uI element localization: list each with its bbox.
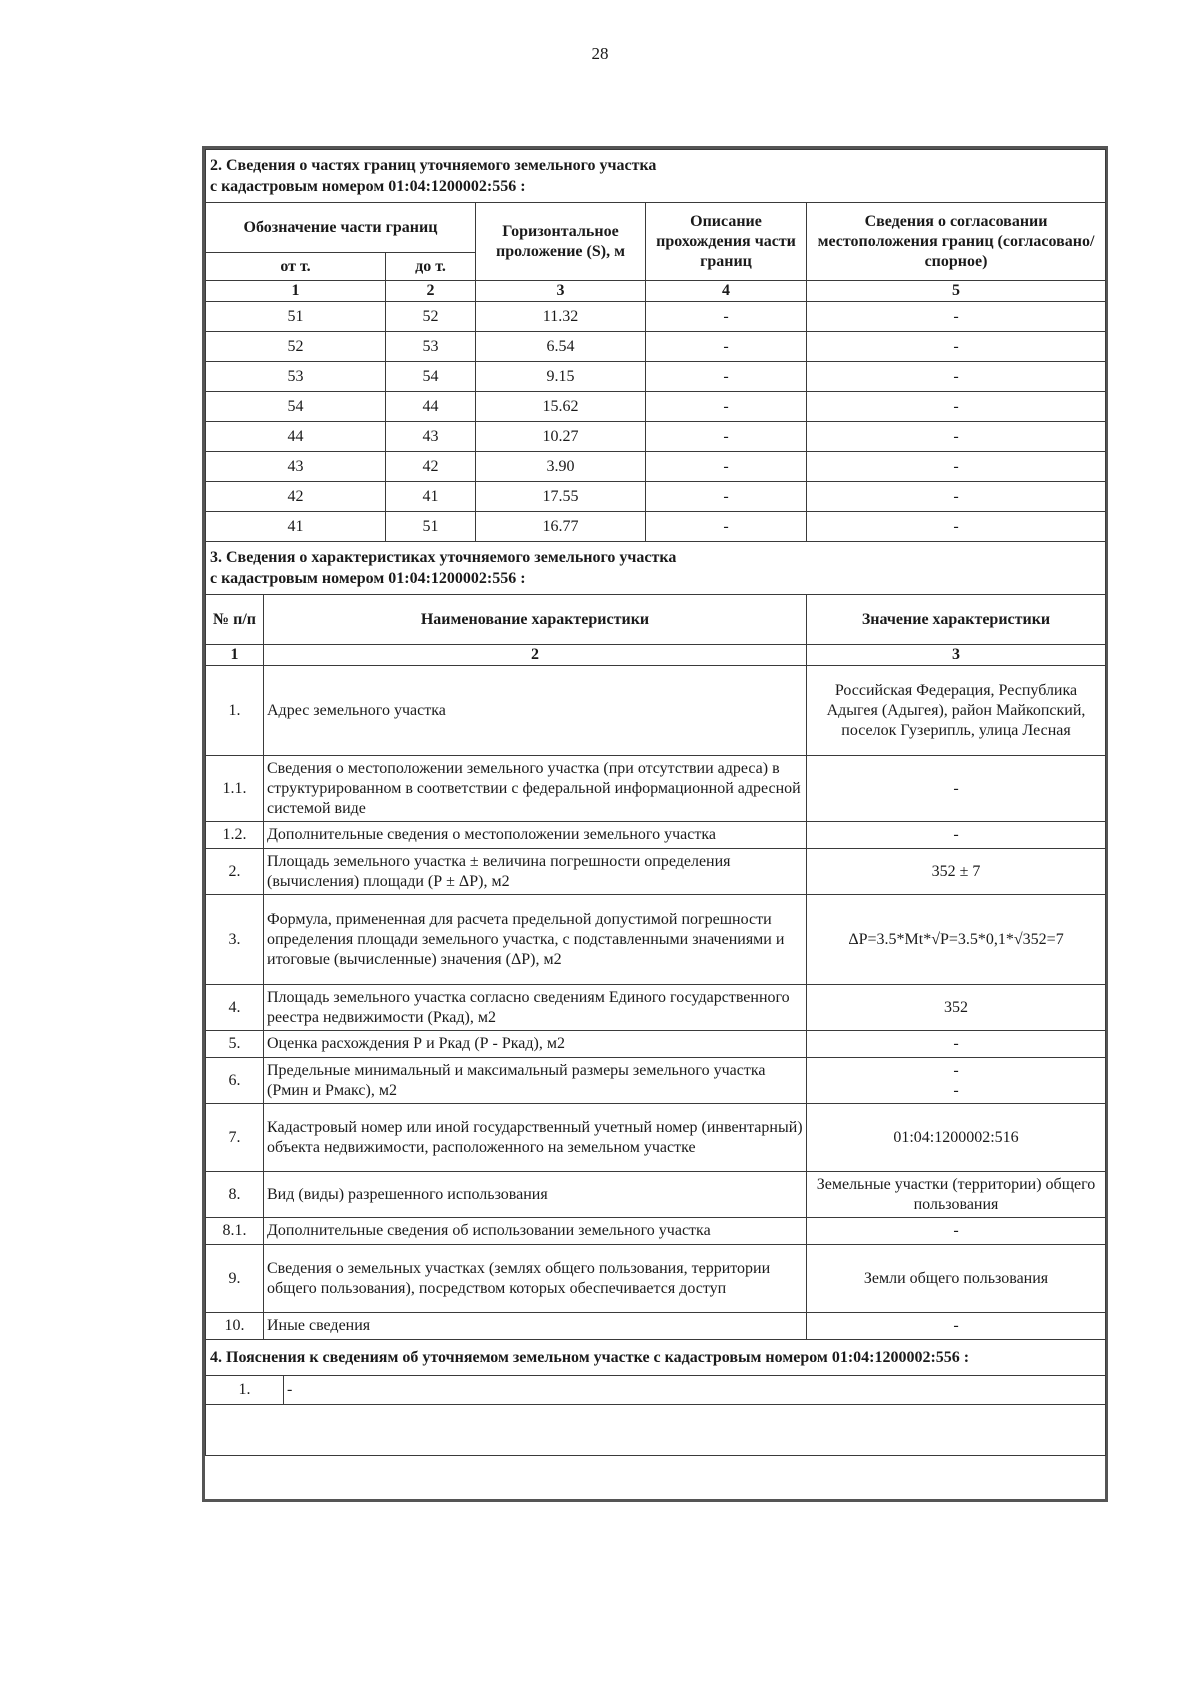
cell-agreement: -: [807, 302, 1106, 332]
table-row: [206, 482, 1106, 512]
cell-length: 11.32: [476, 302, 646, 332]
row-number: 4.: [206, 985, 264, 1031]
description-header: Описание прохождения части границ: [646, 203, 807, 281]
table-row: [206, 1104, 1106, 1172]
row-number: 1.: [206, 666, 264, 756]
characteristic-value: -: [807, 1218, 1106, 1245]
table-row: [206, 362, 1106, 392]
row-number: 3.: [206, 895, 264, 985]
table-row: [206, 666, 1106, 756]
empty-cell: [206, 1405, 1106, 1456]
table-row: [206, 1172, 1106, 1218]
section-3-title-line1: 3. Сведения о характеристиках уточняемого земельного участка: [210, 549, 677, 566]
col-number: 1: [206, 645, 264, 666]
characteristic-value: Российская Федерация, Республика Адыгея (Адыгея), район Майкопский, поселок Гузерипль, улица Лесная: [807, 666, 1106, 756]
table-row: [206, 392, 1106, 422]
cell-from: 44: [206, 422, 386, 452]
cell-length: 6.54: [476, 332, 646, 362]
table-row: [206, 849, 1106, 895]
characteristic-name: Адрес земельного участка: [264, 666, 807, 756]
section-2-title: [206, 150, 1106, 203]
cell-description: -: [646, 422, 807, 452]
table-row: [206, 895, 1106, 985]
table-row: [206, 1245, 1106, 1313]
row-number: 10.: [206, 1313, 264, 1340]
characteristic-value: -: [807, 1031, 1106, 1058]
cell-from: 41: [206, 512, 386, 542]
table-row: [206, 452, 1106, 482]
characteristic-value: Земельные участки (территории) общего пользования: [807, 1172, 1106, 1218]
table-row: [206, 512, 1106, 542]
section-2-title-line1: 2. Сведения о частях границ уточняемого земельного участка: [210, 157, 657, 174]
row-number: 5.: [206, 1031, 264, 1058]
characteristic-name: Сведения о земельных участках (землях общего пользования, территории общего пользования), посредством которых обеспечивается доступ: [264, 1245, 807, 1313]
table-row: [206, 822, 1106, 849]
cell-to: 53: [386, 332, 476, 362]
cell-length: 10.27: [476, 422, 646, 452]
row-number: 8.1.: [206, 1218, 264, 1245]
section-2-title-line2: с кадастровым номером 01:04:1200002:556 :: [210, 178, 526, 195]
characteristic-name: Площадь земельного участка ± величина погрешности определения (вычисления) площади (Р ± ΔР), м2: [264, 849, 807, 895]
cell-length: 17.55: [476, 482, 646, 512]
characteristic-name: Предельные минимальный и максимальный размеры земельного участка (Рмин и Рмакс), м2: [264, 1058, 807, 1104]
cell-length: 9.15: [476, 362, 646, 392]
cell-from: 51: [206, 302, 386, 332]
row-number: 1.2.: [206, 822, 264, 849]
table-row: [206, 302, 1106, 332]
column-number-row: [206, 645, 1106, 666]
column-number-row: [206, 281, 1106, 302]
explanation-text: -: [284, 1376, 1106, 1405]
characteristic-value: ΔР=3.5*Mt*√Р=3.5*0,1*√352=7: [807, 895, 1106, 985]
cell-from: 42: [206, 482, 386, 512]
cell-to: 54: [386, 362, 476, 392]
cell-length: 16.77: [476, 512, 646, 542]
part-designation-header: Обозначение части границ: [206, 203, 476, 253]
characteristic-value: -: [807, 756, 1106, 822]
value-header: Значение характеристики: [807, 595, 1106, 645]
cell-agreement: -: [807, 482, 1106, 512]
cell-from: 53: [206, 362, 386, 392]
section-4-table: [205, 1340, 1106, 1456]
section-3-title-line2: с кадастровым номером 01:04:1200002:556 :: [210, 570, 526, 587]
cell-description: -: [646, 482, 807, 512]
cell-to: 52: [386, 302, 476, 332]
characteristic-value: - -: [807, 1058, 1106, 1104]
characteristic-value: Земли общего пользования: [807, 1245, 1106, 1313]
characteristic-name: Вид (виды) разрешенного использования: [264, 1172, 807, 1218]
cell-to: 43: [386, 422, 476, 452]
horizontal-header: Горизонтальное проложение (S), м: [476, 203, 646, 281]
characteristic-value: 01:04:1200002:516: [807, 1104, 1106, 1172]
cell-length: 15.62: [476, 392, 646, 422]
characteristic-name: Сведения о местоположении земельного участка (при отсутствии адреса) в структурированном в соответствии с федеральной информационной адресной системой виде: [264, 756, 807, 822]
col-number: 4: [646, 281, 807, 302]
characteristic-value: -: [807, 1313, 1106, 1340]
characteristic-name: Оценка расхождения Р и Ркад (Р - Ркад), м2: [264, 1031, 807, 1058]
cell-agreement: -: [807, 362, 1106, 392]
col-number: 2: [386, 281, 476, 302]
characteristic-name: Формула, примененная для расчета предельной допустимой погрешности определения площади земельного участка, с подставленными значениями и итоговые (вычисленные) значения (ΔР), м2: [264, 895, 807, 985]
cell-to: 41: [386, 482, 476, 512]
col-number: 5: [807, 281, 1106, 302]
table-row: [206, 1218, 1106, 1245]
cell-description: -: [646, 332, 807, 362]
cell-to: 42: [386, 452, 476, 482]
cell-to: 44: [386, 392, 476, 422]
row-number: 1.: [206, 1376, 284, 1405]
section-4-title: 4. Пояснения к сведениям об уточняемом земельном участке с кадастровым номером 01:04:1200002:556 :: [206, 1340, 1106, 1376]
cell-description: -: [646, 302, 807, 332]
section-2-table: [205, 149, 1106, 542]
col-number: 2: [264, 645, 807, 666]
cell-description: -: [646, 392, 807, 422]
col-number: 3: [807, 645, 1106, 666]
table-row: [206, 1313, 1106, 1340]
to-header: до т.: [386, 253, 476, 281]
cell-length: 3.90: [476, 452, 646, 482]
cell-agreement: -: [807, 452, 1106, 482]
document-frame: [202, 146, 1108, 1502]
cell-from: 52: [206, 332, 386, 362]
row-number: 9.: [206, 1245, 264, 1313]
characteristic-name: Дополнительные сведения об использовании земельного участка: [264, 1218, 807, 1245]
empty-row: [206, 1405, 1106, 1456]
characteristic-value: -: [807, 822, 1106, 849]
row-number: 1.1.: [206, 756, 264, 822]
cell-from: 54: [206, 392, 386, 422]
cell-agreement: -: [807, 392, 1106, 422]
agreement-header: Сведения о согласовании местоположения границ (согласовано/спорное): [807, 203, 1106, 281]
cell-agreement: -: [807, 422, 1106, 452]
cell-to: 51: [386, 512, 476, 542]
cell-description: -: [646, 512, 807, 542]
table-row: [206, 332, 1106, 362]
row-number: 8.: [206, 1172, 264, 1218]
characteristic-value: 352: [807, 985, 1106, 1031]
cell-from: 43: [206, 452, 386, 482]
col-number: 1: [206, 281, 386, 302]
characteristic-name: Площадь земельного участка согласно сведениям Единого государственного реестра недвижимости (Ркад), м2: [264, 985, 807, 1031]
from-header: от т.: [206, 253, 386, 281]
table-row: [206, 1376, 1106, 1405]
characteristic-value: 352 ± 7: [807, 849, 1106, 895]
table-row: [206, 422, 1106, 452]
row-number: 6.: [206, 1058, 264, 1104]
table-row: [206, 756, 1106, 822]
cell-agreement: -: [807, 332, 1106, 362]
row-number: 2.: [206, 849, 264, 895]
table-row: [206, 985, 1106, 1031]
characteristic-name: Дополнительные сведения о местоположении земельного участка: [264, 822, 807, 849]
table-row: [206, 1058, 1106, 1104]
characteristic-name: Иные сведения: [264, 1313, 807, 1340]
name-header: Наименование характеристики: [264, 595, 807, 645]
cell-description: -: [646, 362, 807, 392]
num-header: № п/п: [206, 595, 264, 645]
cell-description: -: [646, 452, 807, 482]
section-3-title: [206, 542, 1106, 595]
characteristic-name: Кадастровый номер или иной государственный учетный номер (инвентарный) объекта недвижимости, расположенного на земельном участке: [264, 1104, 807, 1172]
page-number: 28: [591, 44, 609, 63]
col-number: 3: [476, 281, 646, 302]
cell-agreement: -: [807, 512, 1106, 542]
section-3-table: [205, 542, 1106, 1340]
row-number: 7.: [206, 1104, 264, 1172]
table-row: [206, 1031, 1106, 1058]
